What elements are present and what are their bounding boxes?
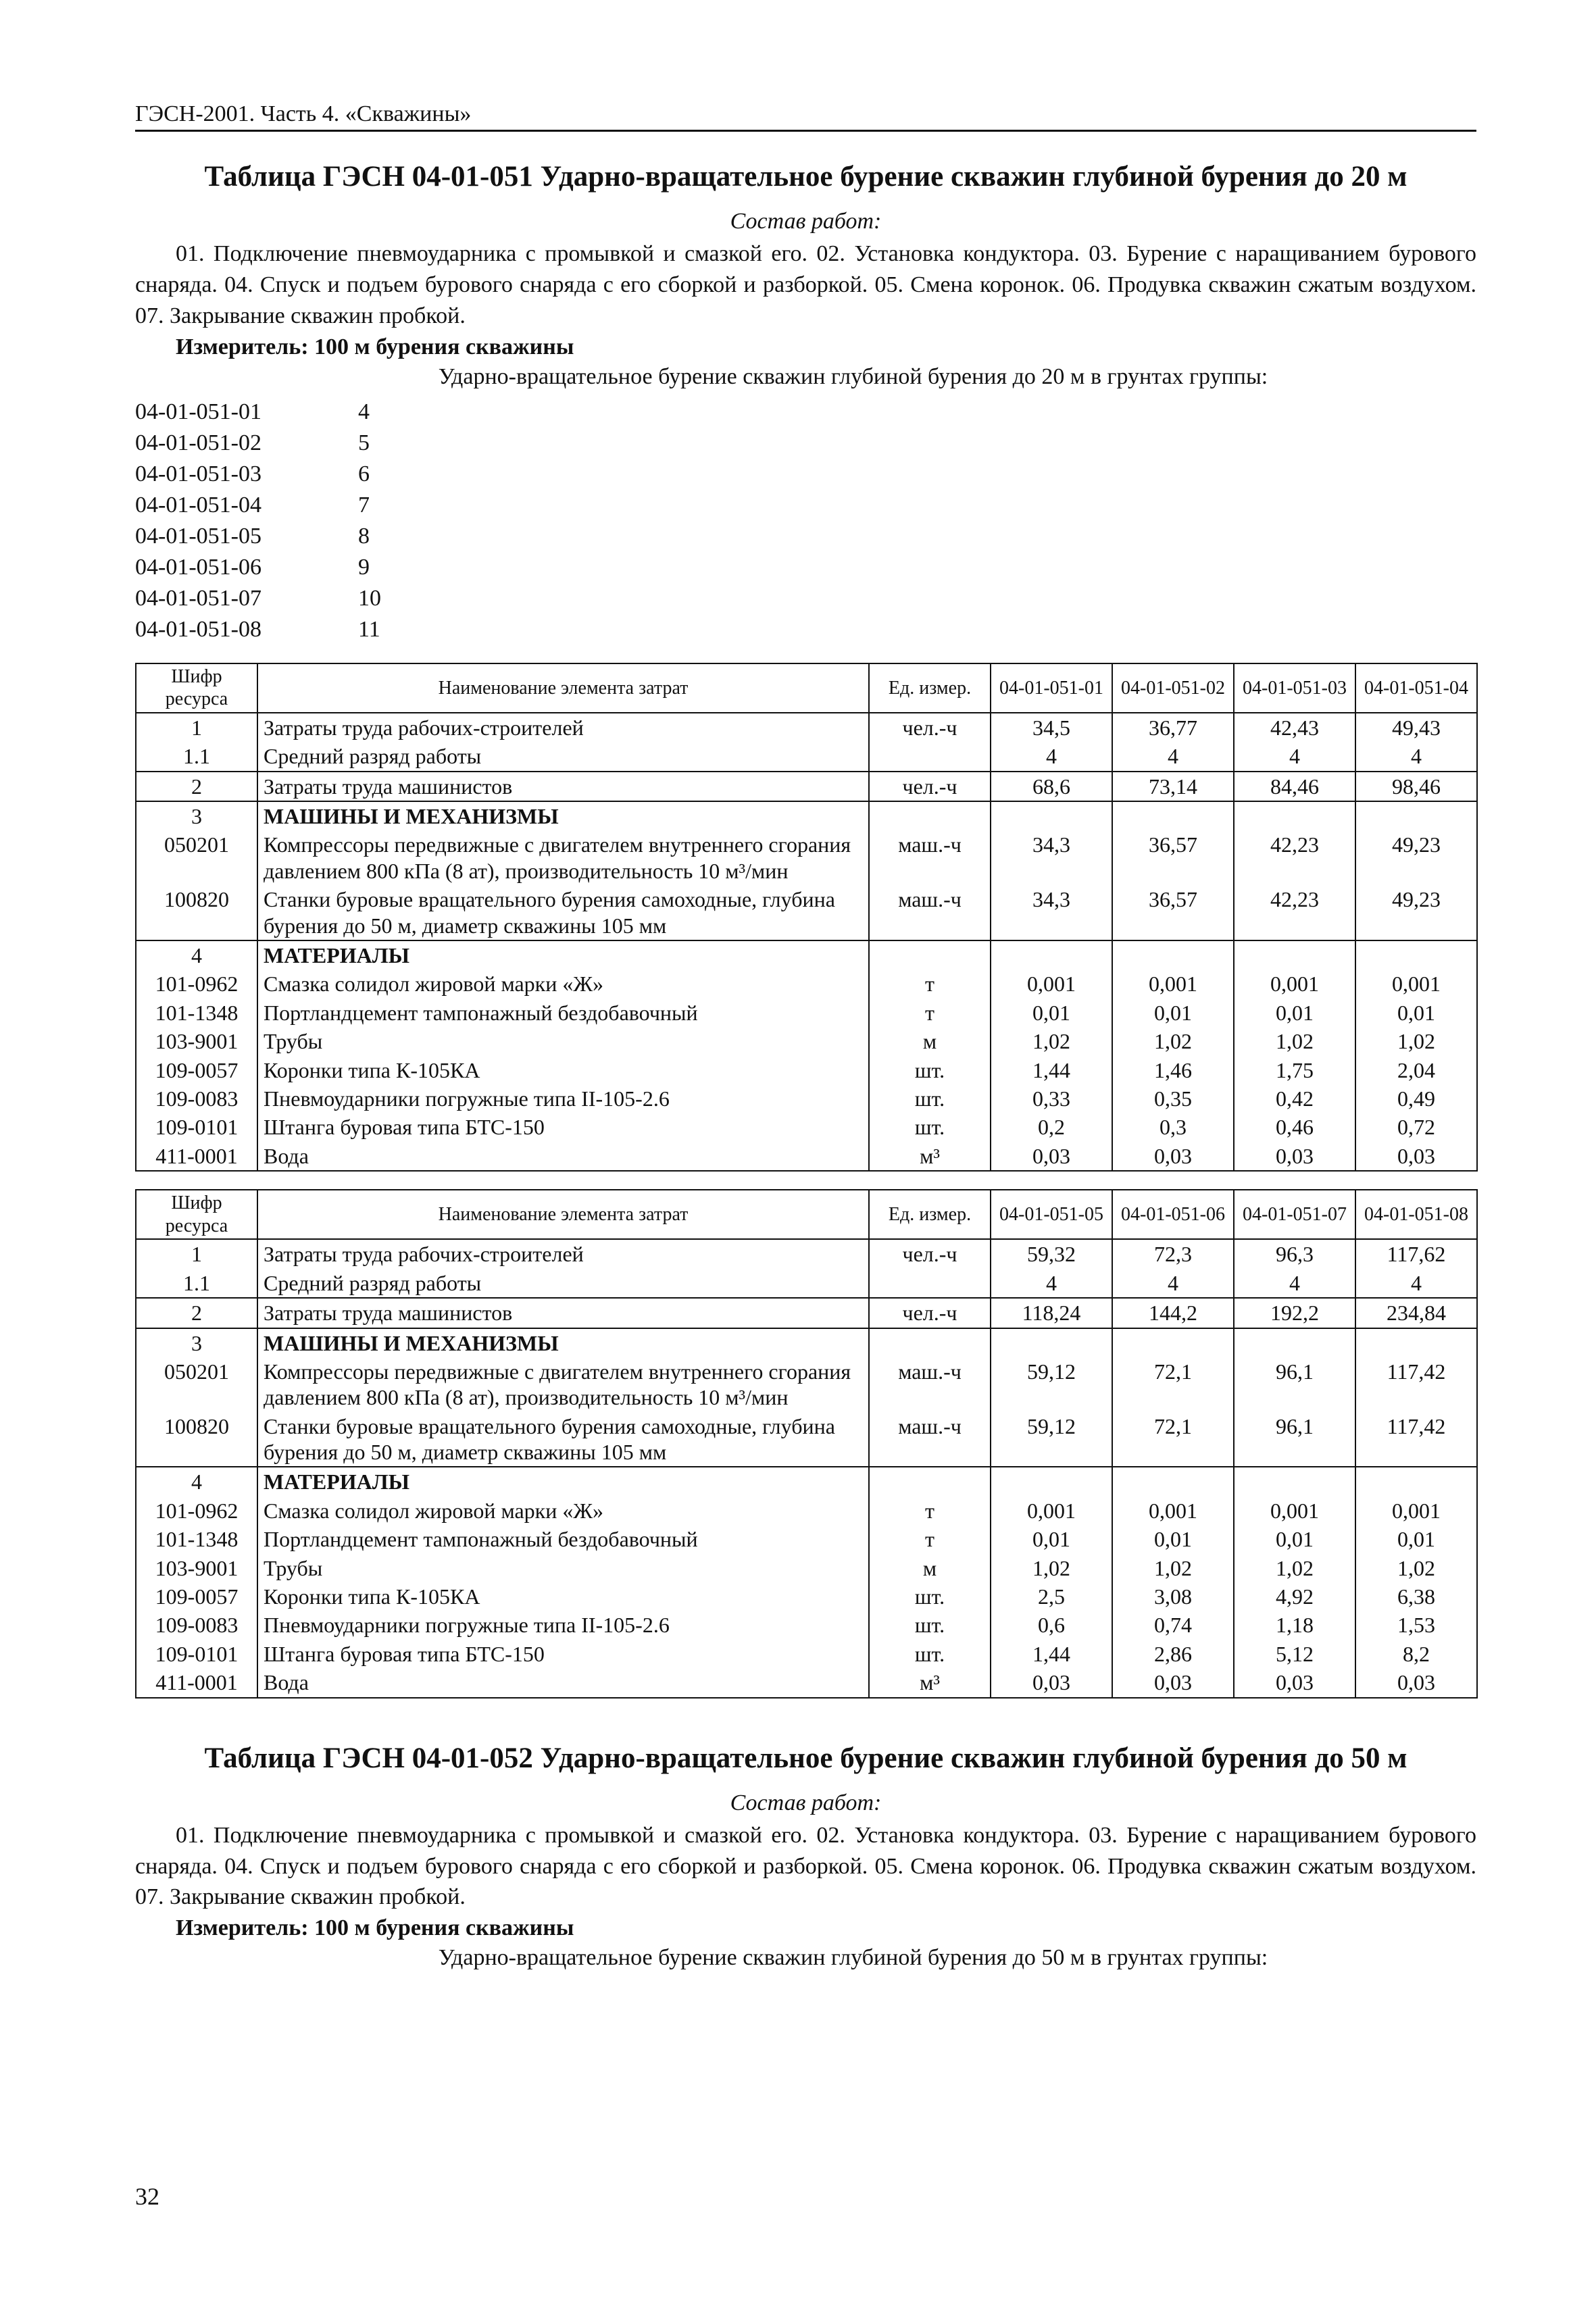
header-norm-code: 04-01-051-06 bbox=[1112, 1190, 1234, 1239]
resource-value: 117,62 bbox=[1355, 1239, 1477, 1268]
table-row bbox=[136, 1027, 1477, 1055]
soil-group: 5 bbox=[358, 430, 370, 455]
table-row bbox=[136, 1554, 1477, 1582]
header-name: Наименование элемента затрат bbox=[257, 663, 869, 713]
resource-name: Пневмоударники погружные типа II-105-2.6 bbox=[257, 1084, 869, 1113]
resource-code: 100820 bbox=[136, 885, 257, 940]
resource-unit: т bbox=[869, 970, 991, 998]
resource-value: 0,74 bbox=[1112, 1611, 1234, 1639]
soil-group: 11 bbox=[358, 616, 380, 642]
resource-name: Затраты труда рабочих-строителей bbox=[257, 713, 869, 742]
resource-value: 49,23 bbox=[1355, 885, 1477, 940]
resource-code: 101-1348 bbox=[136, 999, 257, 1027]
soil-group: 8 bbox=[358, 523, 370, 549]
resource-value: 1,02 bbox=[1112, 1554, 1234, 1582]
resource-unit: м bbox=[869, 1554, 991, 1582]
resource-value: 42,43 bbox=[1234, 713, 1355, 742]
resource-name: Смазка солидол жировой марки «Ж» bbox=[257, 1496, 869, 1525]
resource-value: 96,1 bbox=[1234, 1357, 1355, 1412]
resource-name: Штанга буровая типа БТС-150 bbox=[257, 1640, 869, 1668]
resource-value: 0,03 bbox=[1112, 1668, 1234, 1697]
resource-unit: чел.-ч bbox=[869, 1298, 991, 1328]
resource-value: 1,44 bbox=[991, 1056, 1112, 1084]
groups-caption: Ударно-вращательное бурение скважин глубиной бурения до 50 м в грунтах группы: bbox=[438, 1945, 1268, 1971]
table-header-row bbox=[136, 1190, 1477, 1239]
resource-value: 0,3 bbox=[1112, 1113, 1234, 1141]
table-row bbox=[136, 1668, 1477, 1697]
table-header-row bbox=[136, 663, 1477, 713]
resource-name: МАТЕРИАЛЫ bbox=[257, 1467, 869, 1496]
resource-value: 0,03 bbox=[1234, 1668, 1355, 1697]
resource-value: 0,001 bbox=[1234, 1496, 1355, 1525]
resource-name: МАШИНЫ И МЕХАНИЗМЫ bbox=[257, 1328, 869, 1357]
header-code: Шифр ресурса bbox=[136, 663, 257, 713]
resource-value bbox=[1112, 1467, 1234, 1496]
resource-unit: м³ bbox=[869, 1142, 991, 1171]
composition-text: 01. Подключение пневмоударника с промывкой и смазкой его. 02. Установка кондуктора. 03. Бурение с наращиванием бурового снаряда. 04. Спуск и подъем бурового снаряда с его сборкой и разборкой. 05. Смена коронок. 06. Продувка скважин сжатым воздухом. 07. Закрывание скважин пробкой. bbox=[135, 241, 1476, 328]
norm-code: 04-01-051-06 bbox=[135, 554, 261, 580]
resource-name: Пневмоударники погружные типа II-105-2.6 bbox=[257, 1611, 869, 1639]
code-row bbox=[135, 583, 1476, 614]
table-row bbox=[136, 1142, 1477, 1171]
resource-value: 96,1 bbox=[1234, 1412, 1355, 1467]
resource-name: Портландцемент тампонажный бездобавочный bbox=[257, 1525, 869, 1553]
resource-value: 1,46 bbox=[1112, 1056, 1234, 1084]
resource-name: Смазка солидол жировой марки «Ж» bbox=[257, 970, 869, 998]
resource-value: 0,03 bbox=[1112, 1142, 1234, 1171]
resource-unit: шт. bbox=[869, 1611, 991, 1639]
resource-value bbox=[1112, 1328, 1234, 1357]
resource-unit: чел.-ч bbox=[869, 713, 991, 742]
resource-value: 3,08 bbox=[1112, 1582, 1234, 1611]
header-norm-code: 04-01-051-01 bbox=[991, 663, 1112, 713]
resource-name: Средний разряд работы bbox=[257, 1269, 869, 1298]
resource-code: 1 bbox=[136, 1239, 257, 1268]
resource-value: 4 bbox=[1112, 1269, 1234, 1298]
resource-unit: т bbox=[869, 1496, 991, 1525]
resource-name: Затраты труда машинистов bbox=[257, 1298, 869, 1328]
resource-value: 84,46 bbox=[1234, 772, 1355, 801]
resource-value: 0,01 bbox=[1112, 1525, 1234, 1553]
resource-value: 1,02 bbox=[1234, 1554, 1355, 1582]
resource-name: МАШИНЫ И МЕХАНИЗМЫ bbox=[257, 801, 869, 830]
table-row bbox=[136, 970, 1477, 998]
resource-value bbox=[1355, 940, 1477, 970]
table-row bbox=[136, 1582, 1477, 1611]
resource-value: 1,44 bbox=[991, 1640, 1112, 1668]
table-row bbox=[136, 713, 1477, 742]
resource-value: 73,14 bbox=[1112, 772, 1234, 801]
code-row bbox=[135, 490, 1476, 521]
resource-value: 34,5 bbox=[991, 713, 1112, 742]
resource-unit: маш.-ч bbox=[869, 1357, 991, 1412]
table-row bbox=[136, 1611, 1477, 1639]
composition-label: Состав работ: bbox=[730, 1790, 882, 1815]
resource-value: 72,1 bbox=[1112, 1412, 1234, 1467]
table-row bbox=[136, 1525, 1477, 1553]
resource-value: 0,001 bbox=[1112, 1496, 1234, 1525]
resource-value: 49,43 bbox=[1355, 713, 1477, 742]
resource-value: 72,3 bbox=[1112, 1239, 1234, 1268]
table-row bbox=[136, 1412, 1477, 1467]
resource-value: 1,02 bbox=[1112, 1027, 1234, 1055]
resource-code: 050201 bbox=[136, 1357, 257, 1412]
resource-unit: шт. bbox=[869, 1640, 991, 1668]
resource-value: 4 bbox=[991, 1269, 1112, 1298]
resource-value: 192,2 bbox=[1234, 1298, 1355, 1328]
resource-value bbox=[1234, 801, 1355, 830]
table-row bbox=[136, 1113, 1477, 1141]
resource-code: 3 bbox=[136, 801, 257, 830]
resource-code: 109-0083 bbox=[136, 1611, 257, 1639]
table-row bbox=[136, 940, 1477, 970]
resource-value: 0,49 bbox=[1355, 1084, 1477, 1113]
measure-unit: Измеритель: 100 м бурения скважины bbox=[176, 1915, 574, 1941]
table-row bbox=[136, 772, 1477, 801]
section-title: Таблица ГЭСН 04-01-051 Ударно-вращательное бурение скважин глубиной бурения до 20 м bbox=[204, 161, 1407, 193]
code-row bbox=[135, 614, 1476, 645]
resource-value: 72,1 bbox=[1112, 1357, 1234, 1412]
resource-name: МАТЕРИАЛЫ bbox=[257, 940, 869, 970]
resource-code: 101-0962 bbox=[136, 1496, 257, 1525]
resource-name: Компрессоры передвижные с двигателем внутреннего сгорания давлением 800 кПа (8 ат), производительность 10 м³/мин bbox=[257, 830, 869, 885]
resource-unit bbox=[869, 742, 991, 771]
resource-value: 0,01 bbox=[1112, 999, 1234, 1027]
resource-unit: т bbox=[869, 1525, 991, 1553]
resource-value: 0,03 bbox=[1234, 1142, 1355, 1171]
header-unit: Ед. измер. bbox=[869, 663, 991, 713]
resource-value: 2,5 bbox=[991, 1582, 1112, 1611]
resource-value: 2,04 bbox=[1355, 1056, 1477, 1084]
norm-code: 04-01-051-07 bbox=[135, 585, 261, 611]
resource-code: 1.1 bbox=[136, 1269, 257, 1298]
resource-value: 6,38 bbox=[1355, 1582, 1477, 1611]
resource-value: 8,2 bbox=[1355, 1640, 1477, 1668]
resource-name: Портландцемент тампонажный бездобавочный bbox=[257, 999, 869, 1027]
norm-code: 04-01-051-04 bbox=[135, 492, 261, 518]
soil-group: 4 bbox=[358, 399, 370, 424]
resource-unit: маш.-ч bbox=[869, 885, 991, 940]
table-row bbox=[136, 1298, 1477, 1328]
code-row bbox=[135, 521, 1476, 552]
table-row bbox=[136, 999, 1477, 1027]
resource-code: 1.1 bbox=[136, 742, 257, 771]
norm-code: 04-01-051-05 bbox=[135, 523, 261, 549]
resource-value: 1,75 bbox=[1234, 1056, 1355, 1084]
document-page bbox=[135, 101, 1476, 1971]
code-row bbox=[135, 428, 1476, 459]
resource-value: 4 bbox=[991, 742, 1112, 771]
resource-value bbox=[1112, 801, 1234, 830]
header-norm-code: 04-01-051-08 bbox=[1355, 1190, 1477, 1239]
table-row bbox=[136, 1467, 1477, 1496]
groups-caption: Ударно-вращательное бурение скважин глубиной бурения до 20 м в грунтах группы: bbox=[438, 363, 1268, 389]
section-title: Таблица ГЭСН 04-01-052 Ударно-вращательное бурение скважин глубиной бурения до 50 м bbox=[204, 1742, 1407, 1774]
resource-unit bbox=[869, 1467, 991, 1496]
table-row bbox=[136, 1357, 1477, 1412]
resource-value: 34,3 bbox=[991, 830, 1112, 885]
resource-value: 4 bbox=[1234, 742, 1355, 771]
resource-code: 101-0962 bbox=[136, 970, 257, 998]
resource-value: 0,01 bbox=[1355, 999, 1477, 1027]
resource-value: 1,02 bbox=[991, 1554, 1112, 1582]
soil-group: 9 bbox=[358, 554, 370, 580]
table-row bbox=[136, 1084, 1477, 1113]
norm-code: 04-01-051-01 bbox=[135, 399, 261, 424]
resource-name: Компрессоры передвижные с двигателем внутреннего сгорания давлением 800 кПа (8 ат), производительность 10 м³/мин bbox=[257, 1357, 869, 1412]
resource-value: 36,57 bbox=[1112, 885, 1234, 940]
resource-value: 4 bbox=[1234, 1269, 1355, 1298]
table-row bbox=[136, 1496, 1477, 1525]
resource-value: 0,001 bbox=[1355, 1496, 1477, 1525]
resource-unit: шт. bbox=[869, 1084, 991, 1113]
header-norm-code: 04-01-051-02 bbox=[1112, 663, 1234, 713]
resource-value: 1,02 bbox=[1355, 1554, 1477, 1582]
resource-code: 3 bbox=[136, 1328, 257, 1357]
resource-name: Коронки типа К-105КА bbox=[257, 1056, 869, 1084]
page-number: 32 bbox=[135, 2183, 159, 2210]
resource-name: Затраты труда рабочих-строителей bbox=[257, 1239, 869, 1268]
resource-code: 411-0001 bbox=[136, 1668, 257, 1697]
resource-value: 0,2 bbox=[991, 1113, 1112, 1141]
resource-code: 109-0101 bbox=[136, 1113, 257, 1141]
resource-value: 117,42 bbox=[1355, 1412, 1477, 1467]
header-norm-code: 04-01-051-03 bbox=[1234, 663, 1355, 713]
resource-unit: шт. bbox=[869, 1582, 991, 1611]
table-row bbox=[136, 1328, 1477, 1357]
resource-value bbox=[991, 940, 1112, 970]
resource-value bbox=[1234, 1467, 1355, 1496]
resource-value: 0,35 bbox=[1112, 1084, 1234, 1113]
resource-value: 96,3 bbox=[1234, 1239, 1355, 1268]
resource-unit: чел.-ч bbox=[869, 1239, 991, 1268]
resource-value: 42,23 bbox=[1234, 830, 1355, 885]
header-unit: Ед. измер. bbox=[869, 1190, 991, 1239]
resource-name: Затраты труда машинистов bbox=[257, 772, 869, 801]
resource-value bbox=[991, 1467, 1112, 1496]
resource-code: 109-0101 bbox=[136, 1640, 257, 1668]
header-norm-code: 04-01-051-04 bbox=[1355, 663, 1477, 713]
resource-value: 5,12 bbox=[1234, 1640, 1355, 1668]
resource-unit: маш.-ч bbox=[869, 830, 991, 885]
resource-unit: чел.-ч bbox=[869, 772, 991, 801]
resource-value: 0,6 bbox=[991, 1611, 1112, 1639]
resource-value: 49,23 bbox=[1355, 830, 1477, 885]
resource-value bbox=[1234, 940, 1355, 970]
resource-unit: м³ bbox=[869, 1668, 991, 1697]
code-row bbox=[135, 397, 1476, 428]
table-row bbox=[136, 885, 1477, 940]
resource-code: 2 bbox=[136, 1298, 257, 1328]
resource-value: 0,03 bbox=[991, 1142, 1112, 1171]
soil-group: 6 bbox=[358, 461, 370, 486]
resource-code: 103-9001 bbox=[136, 1554, 257, 1582]
resource-value: 0,01 bbox=[1355, 1525, 1477, 1553]
resource-value: 0,01 bbox=[1234, 1525, 1355, 1553]
resource-code: 4 bbox=[136, 1467, 257, 1496]
resource-value bbox=[1355, 801, 1477, 830]
table-row bbox=[136, 1056, 1477, 1084]
resource-value: 117,42 bbox=[1355, 1357, 1477, 1412]
soil-group: 10 bbox=[358, 585, 381, 611]
resource-value: 0,001 bbox=[1234, 970, 1355, 998]
resource-table-1 bbox=[135, 663, 1478, 1172]
resource-name: Вода bbox=[257, 1142, 869, 1171]
resource-value: 4 bbox=[1355, 742, 1477, 771]
table-row bbox=[136, 1239, 1477, 1268]
code-row bbox=[135, 459, 1476, 490]
resource-value: 34,3 bbox=[991, 885, 1112, 940]
resource-code: 100820 bbox=[136, 1412, 257, 1467]
resource-value: 0,001 bbox=[1355, 970, 1477, 998]
resource-value: 1,02 bbox=[991, 1027, 1112, 1055]
resource-value: 1,18 bbox=[1234, 1611, 1355, 1639]
resource-name: Станки буровые вращательного бурения самоходные, глубина бурения до 50 м, диаметр скважины 105 мм bbox=[257, 1412, 869, 1467]
resource-unit: маш.-ч bbox=[869, 1412, 991, 1467]
resource-value: 234,84 bbox=[1355, 1298, 1477, 1328]
resource-value bbox=[1355, 1328, 1477, 1357]
resource-value: 0,03 bbox=[991, 1668, 1112, 1697]
header-name: Наименование элемента затрат bbox=[257, 1190, 869, 1239]
resource-value: 36,77 bbox=[1112, 713, 1234, 742]
resource-code: 4 bbox=[136, 940, 257, 970]
header-code: Шифр ресурса bbox=[136, 1190, 257, 1239]
resource-value: 0,33 bbox=[991, 1084, 1112, 1113]
norm-code: 04-01-051-03 bbox=[135, 461, 261, 486]
norm-code: 04-01-051-02 bbox=[135, 430, 261, 455]
resource-value bbox=[1112, 940, 1234, 970]
code-row bbox=[135, 552, 1476, 583]
resource-code: 103-9001 bbox=[136, 1027, 257, 1055]
norm-code-list bbox=[135, 397, 1476, 645]
resource-code: 050201 bbox=[136, 830, 257, 885]
resource-unit: шт. bbox=[869, 1056, 991, 1084]
resource-value: 4,92 bbox=[1234, 1582, 1355, 1611]
resource-unit bbox=[869, 1328, 991, 1357]
resource-value: 0,46 bbox=[1234, 1113, 1355, 1141]
soil-group: 7 bbox=[358, 492, 370, 518]
resource-value: 118,24 bbox=[991, 1298, 1112, 1328]
resource-name: Трубы bbox=[257, 1027, 869, 1055]
resource-value: 0,42 bbox=[1234, 1084, 1355, 1113]
resource-unit: шт. bbox=[869, 1113, 991, 1141]
resource-value: 144,2 bbox=[1112, 1298, 1234, 1328]
resource-name: Станки буровые вращательного бурения самоходные, глубина бурения до 50 м, диаметр скважины 105 мм bbox=[257, 885, 869, 940]
header-norm-code: 04-01-051-07 bbox=[1234, 1190, 1355, 1239]
resource-value: 2,86 bbox=[1112, 1640, 1234, 1668]
resource-value: 0,01 bbox=[991, 999, 1112, 1027]
resource-value bbox=[1234, 1328, 1355, 1357]
resource-value: 1,53 bbox=[1355, 1611, 1477, 1639]
resource-name: Вода bbox=[257, 1668, 869, 1697]
resource-value: 59,12 bbox=[991, 1357, 1112, 1412]
resource-value: 59,12 bbox=[991, 1412, 1112, 1467]
resource-value: 0,72 bbox=[1355, 1113, 1477, 1141]
resource-unit bbox=[869, 1269, 991, 1298]
resource-code: 101-1348 bbox=[136, 1525, 257, 1553]
resource-value: 59,32 bbox=[991, 1239, 1112, 1268]
resource-value bbox=[991, 801, 1112, 830]
resource-value: 42,23 bbox=[1234, 885, 1355, 940]
measure-unit: Измеритель: 100 м бурения скважины bbox=[176, 334, 574, 359]
resource-code: 2 bbox=[136, 772, 257, 801]
resource-value: 1,02 bbox=[1355, 1027, 1477, 1055]
resource-unit: т bbox=[869, 999, 991, 1027]
resource-unit bbox=[869, 801, 991, 830]
resource-code: 109-0057 bbox=[136, 1056, 257, 1084]
resource-unit bbox=[869, 940, 991, 970]
resource-name: Коронки типа К-105КА bbox=[257, 1582, 869, 1611]
table-row bbox=[136, 830, 1477, 885]
table-row bbox=[136, 801, 1477, 830]
resource-name: Средний разряд работы bbox=[257, 742, 869, 771]
resource-value: 4 bbox=[1112, 742, 1234, 771]
resource-name: Трубы bbox=[257, 1554, 869, 1582]
resource-value bbox=[991, 1328, 1112, 1357]
running-head: ГЭСН-2001. Часть 4. «Скважины» bbox=[135, 101, 1476, 132]
resource-value: 0,03 bbox=[1355, 1668, 1477, 1697]
resource-value: 0,001 bbox=[1112, 970, 1234, 998]
resource-name: Штанга буровая типа БТС-150 bbox=[257, 1113, 869, 1141]
resource-table-2 bbox=[135, 1189, 1478, 1698]
resource-code: 109-0057 bbox=[136, 1582, 257, 1611]
resource-value: 0,001 bbox=[991, 1496, 1112, 1525]
composition-text: 01. Подключение пневмоударника с промывкой и смазкой его. 02. Установка кондуктора. 03. Бурение с наращиванием бурового снаряда. 04. Спуск и подъем бурового снаряда с его сборкой и разборкой. 05. Смена коронок. 06. Продувка скважин сжатым воздухом. 07. Закрывание скважин пробкой. bbox=[135, 1822, 1476, 1910]
resource-value: 68,6 bbox=[991, 772, 1112, 801]
norm-code: 04-01-051-08 bbox=[135, 616, 261, 642]
header-norm-code: 04-01-051-05 bbox=[991, 1190, 1112, 1239]
resource-value: 0,01 bbox=[991, 1525, 1112, 1553]
resource-value: 0,03 bbox=[1355, 1142, 1477, 1171]
resource-unit: м bbox=[869, 1027, 991, 1055]
composition-label: Состав работ: bbox=[730, 209, 882, 234]
resource-code: 411-0001 bbox=[136, 1142, 257, 1171]
resource-value: 36,57 bbox=[1112, 830, 1234, 885]
table-row bbox=[136, 1640, 1477, 1668]
resource-value: 0,001 bbox=[991, 970, 1112, 998]
resource-value: 1,02 bbox=[1234, 1027, 1355, 1055]
table-row bbox=[136, 1269, 1477, 1298]
resource-value: 0,01 bbox=[1234, 999, 1355, 1027]
resource-value: 4 bbox=[1355, 1269, 1477, 1298]
resource-value: 98,46 bbox=[1355, 772, 1477, 801]
table-row bbox=[136, 742, 1477, 771]
resource-code: 1 bbox=[136, 713, 257, 742]
resource-code: 109-0083 bbox=[136, 1084, 257, 1113]
resource-value bbox=[1355, 1467, 1477, 1496]
